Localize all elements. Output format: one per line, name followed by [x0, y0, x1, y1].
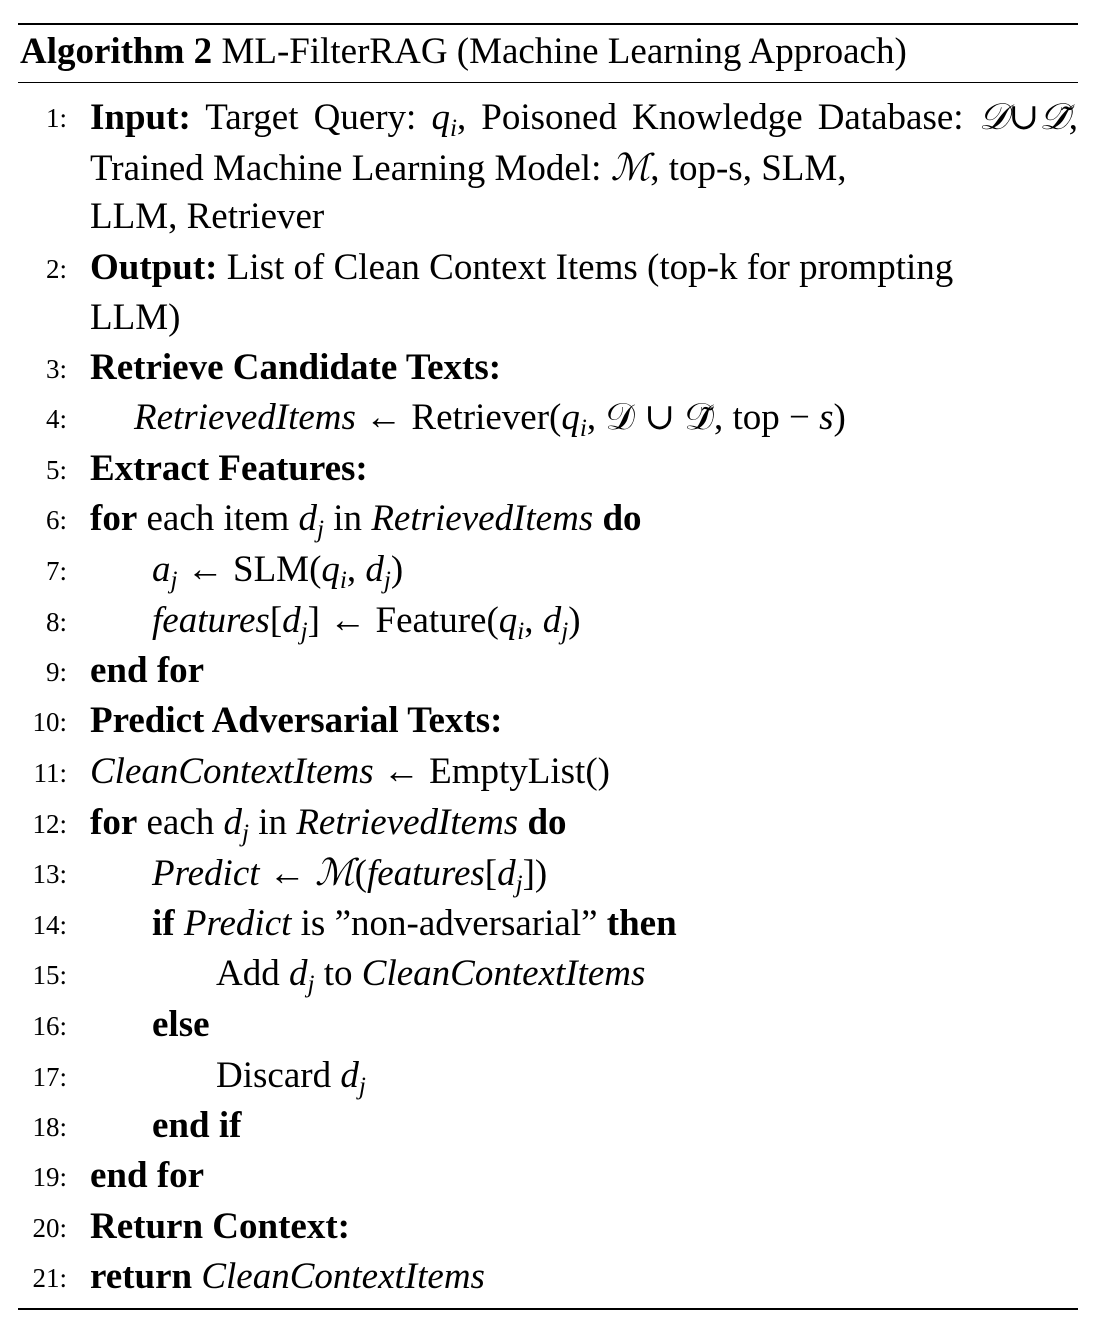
text: , top-s, SLM,: [650, 148, 847, 189]
text: [: [269, 600, 283, 641]
math-model: ℳ: [315, 851, 355, 894]
algorithm-line-21: [0, 1252, 1116, 1302]
text: is ”non-adversarial”: [291, 903, 607, 944]
algorithm-line-14: [0, 899, 1116, 949]
math-var: d: [223, 802, 243, 843]
keyword: end if: [152, 1105, 242, 1146]
line-number: 18:: [32, 1112, 67, 1142]
text: Add: [216, 953, 289, 994]
algorithm-caption: [20, 30, 907, 74]
text: Discard: [216, 1055, 341, 1096]
text: , 𝒟 ∪ 𝒟̃, top −: [586, 397, 820, 438]
algorithm-line-1-cont: [0, 192, 1116, 242]
keyword: else: [152, 1004, 210, 1045]
text: ,: [346, 549, 366, 590]
subscript: j: [383, 567, 391, 595]
line-text: LLM): [90, 297, 181, 338]
subscript: i: [579, 415, 587, 443]
keyword: end for: [90, 1155, 205, 1196]
function: Retriever(: [411, 397, 562, 438]
arrow: ←: [320, 600, 376, 641]
keyword: Input:: [90, 97, 191, 138]
keyword: Return Context:: [90, 1206, 350, 1247]
function: SLM(: [233, 549, 322, 590]
line-number: 14:: [32, 910, 67, 940]
algorithm-line-8: [0, 596, 1116, 646]
text: ): [390, 549, 404, 590]
subscript: j: [317, 516, 325, 544]
subscript: j: [242, 820, 250, 848]
math-var: d: [340, 1055, 359, 1096]
line-number: 17:: [32, 1062, 67, 1092]
text: ,: [524, 600, 543, 641]
keyword: then: [606, 903, 677, 944]
text: ]): [522, 853, 548, 894]
algorithm-line-11: [0, 747, 1116, 797]
line-number: 5:: [45, 455, 67, 485]
arrow: ←: [373, 751, 430, 792]
text: each: [137, 802, 224, 843]
arrow: ←: [259, 853, 316, 894]
algorithm-line-9: [0, 646, 1116, 696]
keyword: do: [518, 802, 567, 843]
algorithm-line-5: [0, 444, 1116, 494]
line-number: 16:: [32, 1011, 67, 1041]
line-number: 12:: [32, 809, 67, 839]
subscript: j: [561, 618, 569, 646]
text: List of Clean Context Items (top-k for prompting: [217, 247, 954, 288]
math-var: q: [321, 549, 340, 590]
algorithm-line-16: [0, 1000, 1116, 1050]
math-var: d: [282, 600, 301, 641]
keyword: for: [90, 802, 138, 843]
math-var: features: [152, 600, 270, 641]
line-number: 20:: [32, 1213, 67, 1243]
math-var: d: [542, 600, 562, 641]
line-number: 8:: [45, 607, 67, 637]
arrow: ←: [177, 549, 233, 590]
algorithm-label: Algorithm 2: [20, 31, 213, 72]
text: in: [324, 498, 372, 539]
math-var: q: [431, 97, 450, 138]
rule-bottom: [18, 1308, 1078, 1310]
algorithm-line-6: [0, 494, 1116, 544]
line-number: 7:: [45, 556, 67, 586]
algorithm-line-15: [0, 949, 1116, 999]
text: [: [484, 853, 498, 894]
keyword: do: [593, 498, 642, 539]
math-var: RetrievedItems: [371, 498, 594, 539]
subscript: j: [170, 567, 178, 595]
line-number: 9:: [45, 657, 67, 687]
keyword: return: [90, 1256, 193, 1297]
subscript: j: [515, 871, 523, 899]
line-number: 3:: [45, 354, 67, 384]
algorithm-line-1: [0, 92, 1116, 189]
math-model: ℳ: [610, 146, 651, 189]
line-text: [90, 92, 1078, 194]
text: , Trained Machine Learning Model:: [90, 97, 1078, 189]
subscript: i: [339, 567, 347, 595]
line-number: 21:: [32, 1263, 67, 1293]
algorithm-line-20: [0, 1202, 1116, 1252]
subscript: i: [517, 618, 525, 646]
algorithm-line-12: [0, 798, 1116, 848]
text: Target Query:: [190, 97, 432, 138]
subscript: i: [449, 115, 457, 143]
algorithm-line-13: [0, 848, 1116, 898]
text: in: [249, 802, 297, 843]
line-number: 11:: [33, 758, 67, 788]
keyword: if: [152, 903, 175, 944]
keyword: end for: [90, 650, 205, 691]
rule-top: [18, 23, 1078, 25]
function: Feature(: [375, 600, 499, 641]
math-var: features: [366, 853, 485, 894]
line-number: 2:: [45, 254, 67, 284]
math-var: Predict: [152, 853, 260, 894]
line-number: 15:: [32, 960, 67, 990]
line-number: 4:: [45, 404, 67, 434]
algorithm-line-2-cont: [0, 293, 1116, 343]
algorithm-line-3: [0, 343, 1116, 393]
algorithm-line-4: [0, 393, 1116, 443]
keyword: Output:: [90, 247, 218, 288]
keyword: Extract Features:: [90, 448, 368, 489]
text: ): [568, 600, 581, 641]
math-var: d: [365, 549, 384, 590]
algorithm-title: ML-FilterRAG (Machine Learning Approach): [221, 31, 907, 72]
math-var: s: [819, 397, 834, 438]
math-var: q: [498, 600, 518, 641]
algorithm-line-18: [0, 1101, 1116, 1151]
math-var: CleanContextItems: [90, 751, 374, 792]
math-var: RetrievedItems: [134, 397, 356, 438]
algorithm-line-10: [0, 696, 1116, 746]
line-number: 6:: [45, 505, 67, 535]
math-var: CleanContextItems: [192, 1256, 485, 1297]
line-number: 10:: [32, 707, 67, 737]
text: , Poisoned Knowledge Database:: [456, 97, 964, 138]
text: to: [314, 953, 362, 994]
text: (: [354, 853, 367, 894]
math-var: a: [152, 549, 171, 590]
text: ]: [307, 600, 320, 641]
math-var: RetrievedItems: [296, 802, 519, 843]
function: EmptyList(): [429, 751, 610, 792]
subscript: j: [358, 1073, 366, 1101]
line-text: LLM, Retriever: [90, 196, 325, 237]
rule-mid: [18, 82, 1078, 83]
math-var: d: [288, 953, 308, 994]
algorithm-line-17: [0, 1051, 1116, 1101]
subscript: j: [300, 618, 308, 646]
line-number: 1:: [45, 103, 67, 133]
subscript: j: [307, 971, 315, 999]
line-number: 19:: [32, 1162, 67, 1192]
math-var: Predict: [174, 903, 292, 944]
line-number: 13:: [32, 859, 67, 889]
math-set: 𝒟∪𝒟̃: [978, 95, 1069, 138]
math-var: CleanContextItems: [361, 953, 646, 994]
algorithm-line-2: [0, 243, 1116, 293]
math-var: d: [298, 498, 318, 539]
math-var: d: [497, 853, 516, 894]
algorithm-line-7: [0, 545, 1116, 595]
math-var: q: [561, 397, 580, 438]
algorithm-line-19: [0, 1151, 1116, 1201]
text: ): [833, 397, 846, 438]
keyword: Retrieve Candidate Texts:: [90, 347, 502, 388]
arrow: ←: [355, 397, 412, 438]
keyword: for: [90, 498, 138, 539]
text: each item: [137, 498, 299, 539]
keyword: Predict Adversarial Texts:: [90, 700, 503, 741]
